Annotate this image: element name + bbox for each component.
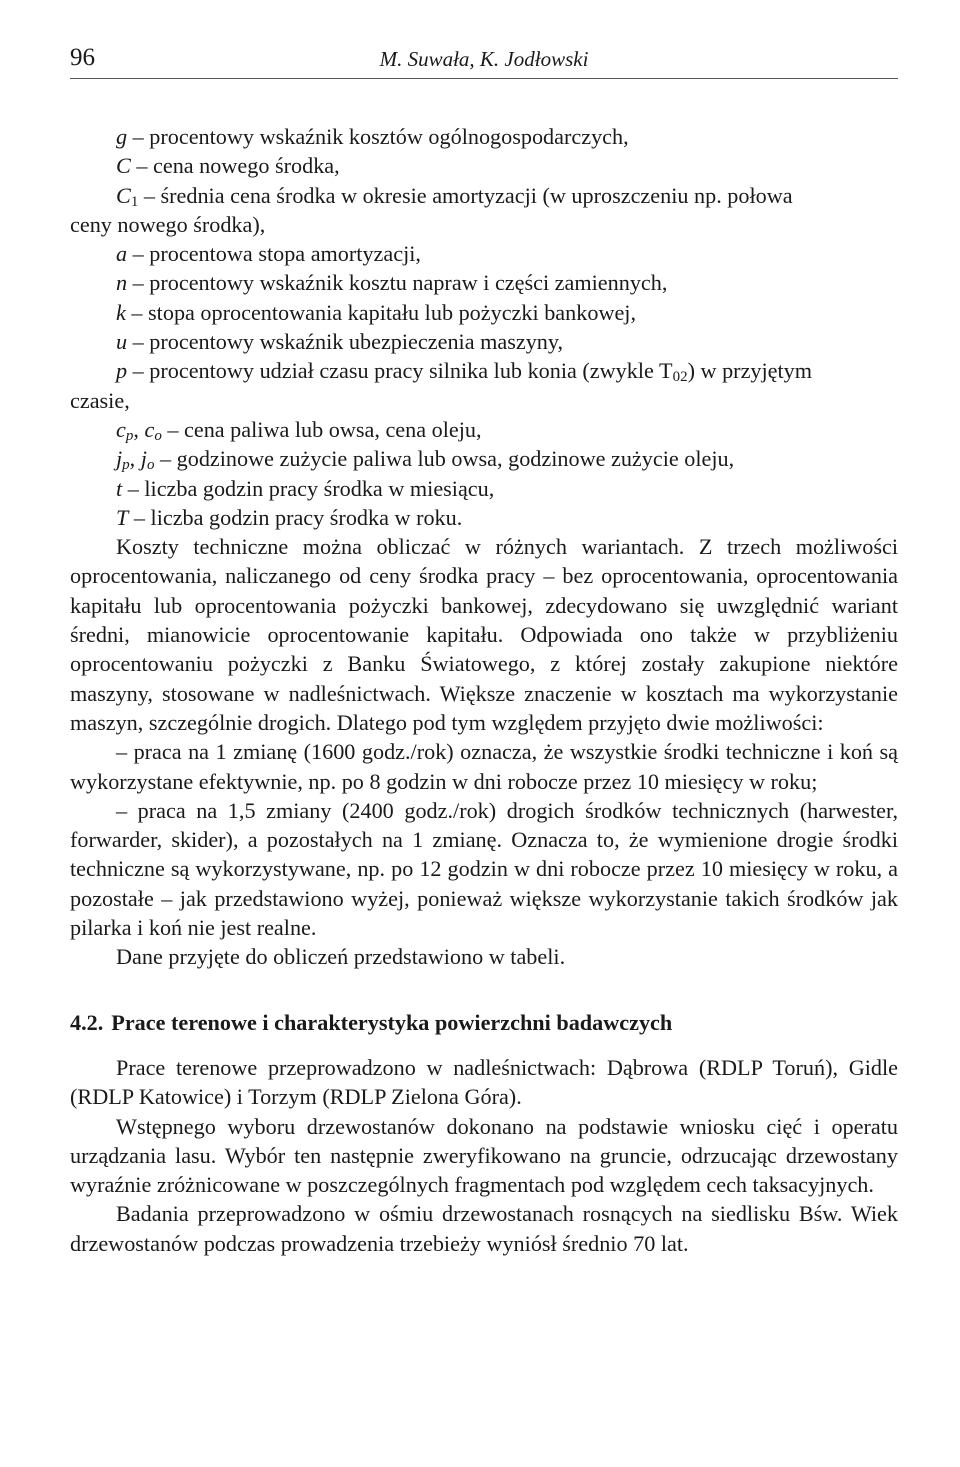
paragraph-field-work: Prace terenowe przeprowadzono w nadleśnictwach: Dąbrowa (RDLP Toruń), Gidle (RDLP Katowice) i Torzym (RDLP Zielona Góra). <box>70 1054 898 1110</box>
symbol-definitions <box>70 122 898 532</box>
paragraph-stand-selection: Wstępnego wyboru drzewostanów dokonano na podstawie wniosku cięć i operatu urządzania lasu. Wybór ten następnie zweryfikowano na gruncie, odrzucając drzewostany wyraźnie zróżnicowane w poszczególnych fragmentach pod względem cech taksacyjnych. <box>70 1113 898 1198</box>
section-number: 4.2. <box>70 1009 104 1035</box>
definition-C1-continuation: ceny nowego środka), <box>70 211 266 237</box>
running-head-authors: M. Suwała, K. Jodłowski <box>379 47 589 71</box>
definition-C1: $C_1$ – średnia cena środka w okresie amortyzacji (w uproszczeniu np. połowa <box>116 182 793 210</box>
page-number: 96 <box>70 44 95 71</box>
paragraph-research-stands: Badania przeprowadzono w ośmiu drzewostanach rosnących na siedlisku Bśw. Wiek drzewostanów podczas prowadzenia trzebieży wyniósł średnio 70 lat. <box>70 1201 898 1256</box>
section-heading <box>70 1008 898 1037</box>
definition-a: a – procentowa stopa amortyzacji, <box>116 241 421 267</box>
section-title: Prace terenowe i charakterystyka powierzchni badawczych <box>111 1009 673 1035</box>
definition-p-continuation: czasie, <box>70 387 130 413</box>
paragraph-one-shift: – praca na 1 zmianę (1600 godz./rok) oznacza, że wszystkie środki techniczne i koń są wykorzystane efektywnie, np. po 8 godzin w dni robocze przez 10 miesięcy w roku; <box>70 739 898 794</box>
definition-T: T – liczba godzin pracy środka w roku. <box>116 504 463 530</box>
paragraph-cost-variants: Koszty techniczne można obliczać w różnych wariantach. Z trzech możliwości oprocentowania, naliczanego od ceny środka pracy – bez oprocentowania, oprocentowania kapitału lub oprocentowania pożyczki bankowej, zdecydowano się uwzględnić wariant średni, mianowicie oprocentowanie kapitału. Odpowiada ono także w przybliżeniu oprocentowaniu pożyczki z Banku Światowego, z której zostały zakupione niektóre maszyny, stosowane w nadleśnictwach. Większe znaczenie w kosztach ma wykorzystanie maszyn, szczególnie drogich. Dlatego pod tym względem przyjęto dwie możliwości: <box>70 534 898 735</box>
page-header <box>70 44 898 79</box>
definition-cp-co: $c_p$, $c_o$ – cena paliwa lub owsa, cena oleju, <box>116 416 482 444</box>
definition-n: n – procentowy wskaźnik kosztu napraw i części zamiennych, <box>116 270 668 296</box>
definition-k: k – stopa oprocentowania kapitału lub pożyczki bankowej, <box>116 299 637 325</box>
definition-g: g – procentowy wskaźnik kosztów ogólnogospodarczych, <box>116 124 629 149</box>
definition-jp-jo: $j_p$, $j_o$ – godzinowe zużycie paliwa lub owsa, godzinowe zużycie oleju, <box>116 446 735 474</box>
definition-C: C – cena nowego środka, <box>116 153 340 179</box>
paragraph-data-table-note: Dane przyjęte do obliczeń przedstawiono w tabeli. <box>116 944 566 970</box>
definition-p: p – procentowy udział czasu pracy silnika lub konia (zwykle $T_{02}$) w przyjętym <box>116 358 813 386</box>
page-body <box>70 122 898 1258</box>
definition-u: u – procentowy wskaźnik ubezpieczenia maszyny, <box>116 329 564 355</box>
paragraph-one-and-half-shift: – praca na 1,5 zmiany (2400 godz./rok) drogich środków technicznych (harwester, forwarder, skider), a pozostałych na 1 zmianę. Oznacza to, że wymienione drogie środki techniczne są wykorzystywane, np. po 12 godzin w dni robocze przez 10 miesięcy w roku, a pozostałe – jak przedstawiono wyżej, ponieważ większe wykorzystanie takich środków jak pilarka i koń nie jest realne. <box>70 797 898 941</box>
definition-t: t – liczba godzin pracy środka w miesiącu, <box>116 475 495 501</box>
